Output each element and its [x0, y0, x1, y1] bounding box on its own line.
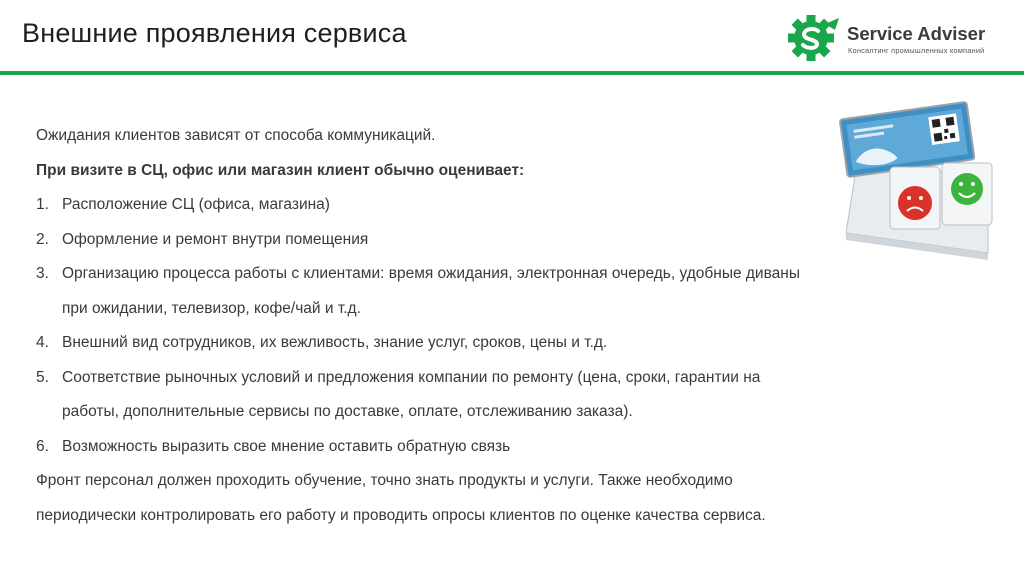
- logo-tagline: Консалтинг промышленных компаний: [848, 46, 985, 55]
- slide-title: Внешние проявления сервиса: [22, 18, 407, 48]
- company-logo: [785, 14, 1017, 62]
- list-text: Оформление и ремонт внутри помещения: [62, 230, 369, 248]
- list-number: 1.: [36, 196, 49, 213]
- list-item-4: [36, 326, 996, 361]
- list-item-3-continued: при ожидании, телевизор, кофе/чай и т.д.: [62, 299, 361, 317]
- logo-name: Service Adviser: [847, 23, 986, 44]
- list-number: 6.: [36, 437, 49, 455]
- list-text: Возможность выразить свое мнение оставить обратную связь: [62, 437, 511, 455]
- list-item-2: [36, 223, 996, 258]
- gear-logo-icon: [785, 14, 841, 62]
- list-number: 5.: [36, 368, 49, 386]
- list-number: 3.: [36, 265, 49, 282]
- list-heading: При визите в СЦ, офис или магазин клиент обычно оценивает:: [36, 161, 525, 179]
- list-item-3: [36, 257, 996, 292]
- list-text: Расположение СЦ (офиса, магазина): [62, 196, 330, 213]
- closing-text-line-1: Фронт персонал должен проходить обучение, точно знать продукты и услуги. Также необходимо: [36, 472, 733, 489]
- intro-text: Ожидания клиентов зависят от способа коммуникаций.: [36, 127, 436, 144]
- slide-body: [36, 119, 996, 533]
- list-text: Соответствие рыночных условий и предложения компании по ремонту (цена, сроки, гарантии на: [62, 368, 761, 386]
- list-item-5-continued: работы, дополнительные сервисы по доставке, оплате, отслеживанию заказа).: [62, 403, 633, 420]
- header-divider: [0, 71, 1024, 75]
- list-number: 4.: [36, 334, 49, 351]
- list-text: Организацию процесса работы с клиентами: время ожидания, электронная очередь, удобные диваны: [62, 265, 800, 282]
- list-item-5: [36, 361, 996, 396]
- list-text: Внешний вид сотрудников, их вежливость, знание услуг, сроков, цены и т.д.: [62, 334, 608, 351]
- list-item-1: [36, 188, 996, 223]
- closing-text-line-2: периодически контролировать его работу и проводить опросы клиентов по оценке качества сервиса.: [36, 506, 766, 524]
- list-item-6: [36, 430, 996, 465]
- list-number: 2.: [36, 230, 49, 248]
